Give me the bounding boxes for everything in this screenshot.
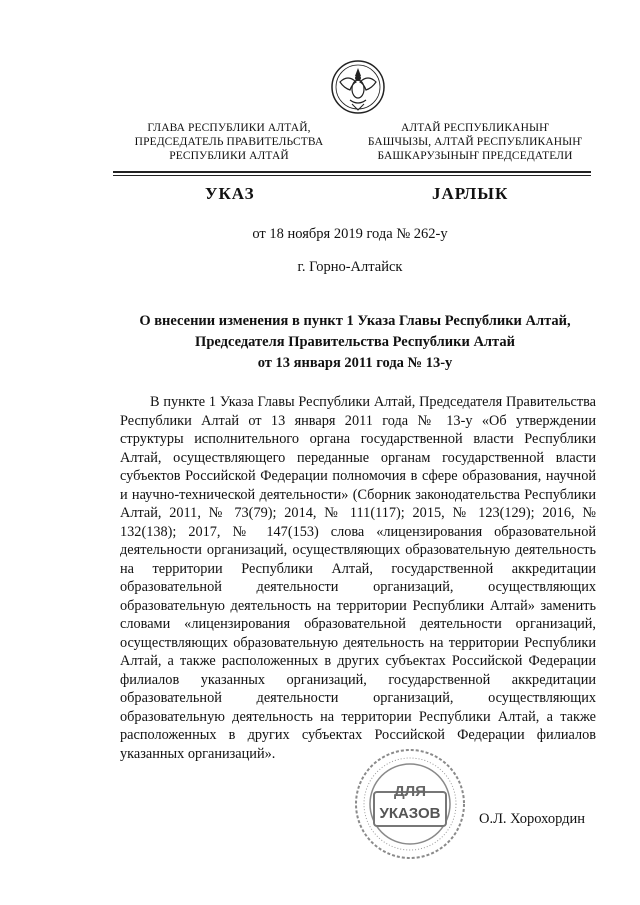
header-divider-thick bbox=[113, 171, 591, 173]
header-left-block bbox=[118, 121, 340, 163]
signature-name: О.Л. Хорохордин bbox=[479, 811, 586, 827]
header-divider-thin bbox=[113, 175, 591, 176]
decree-title bbox=[110, 311, 600, 374]
decree-city: г. Горно-Алтайск bbox=[297, 259, 403, 275]
stamp-text-line-1: ДЛЯ bbox=[394, 783, 426, 800]
header-left-line-3: РЕСПУБЛИКИ АЛТАЙ bbox=[169, 150, 289, 162]
decree-title-line-3: от 13 января 2011 года № 13-у bbox=[257, 355, 453, 371]
decree-title-line-1: О внесении изменения в пункт 1 Указа Главы Республики Алтай, bbox=[139, 313, 571, 329]
decree-body-text: В пункте 1 Указа Главы Республики Алтай, Председателя Правительства Республики Алтай от 13 января 2011 года № 13-у «Об утверждении структуры исполнительного органа государственной власти Республики Алтай, осуществляющего переданные органам государственной власти субъектов Российской Федерации полномочия в сфере образования, научной и научно-технической деятельности» (Сборник законодательства Республики Алтай, 2011, № 73(79); 2014, № 111(117); 2015, № 123(129); 2016, № 132(138); 2017, № 147(153) слова «лицензирования образовательной деятельности организаций, осуществляющих образовательную деятельность на территории Республики Алтай, государственной аккредитации образовательной деятельности организаций, осуществляющих образовательную деятельность на территории Республики Алтай» заменить словами «лицензирования образовательной деятельности организаций, осуществляющих образовательную деятельность на территории Республики Алтай, а также расположенных в других субъектах Российской Федерации филиалов указанных организаций, государственной аккредитации образовательной деятельности организаций, осуществляющих образовательную деятельность на территории Республики Алтай, а также расположенных в других субъектах Российской Федерации филиалов указанных организаций». bbox=[120, 394, 596, 762]
header-right-line-2: БАШЧЫЗЫ, АЛТАЙ РЕСПУБЛИКАНЫҤ bbox=[367, 136, 583, 148]
header-left-line-1: ГЛАВА РЕСПУБЛИКИ АЛТАЙ, bbox=[147, 122, 311, 134]
decree-title-line-2: Председателя Правительства Республики Алтай bbox=[195, 334, 515, 350]
coat-of-arms-emblem bbox=[330, 56, 386, 118]
decree-label-russian: УКАЗ bbox=[205, 184, 255, 203]
header-left-line-2: ПРЕДСЕДАТЕЛЬ ПРАВИТЕЛЬСТВА bbox=[134, 136, 324, 148]
header-right-line-1: АЛТАЙ РЕСПУБЛИКАНЫҤ bbox=[401, 122, 549, 134]
decree-label-altai: JАРЛЫК bbox=[432, 184, 509, 203]
stamp-text-line-2: УКАЗОВ bbox=[379, 805, 441, 822]
decree-date-number: от 18 ноября 2019 года № 262-у bbox=[252, 226, 448, 242]
header-right-block bbox=[350, 121, 600, 163]
header-right-line-3: БАШКАРУЗЫНЫҤ ПРЕДСЕДАТЕЛИ bbox=[377, 150, 573, 162]
stamp-seal bbox=[354, 748, 466, 860]
